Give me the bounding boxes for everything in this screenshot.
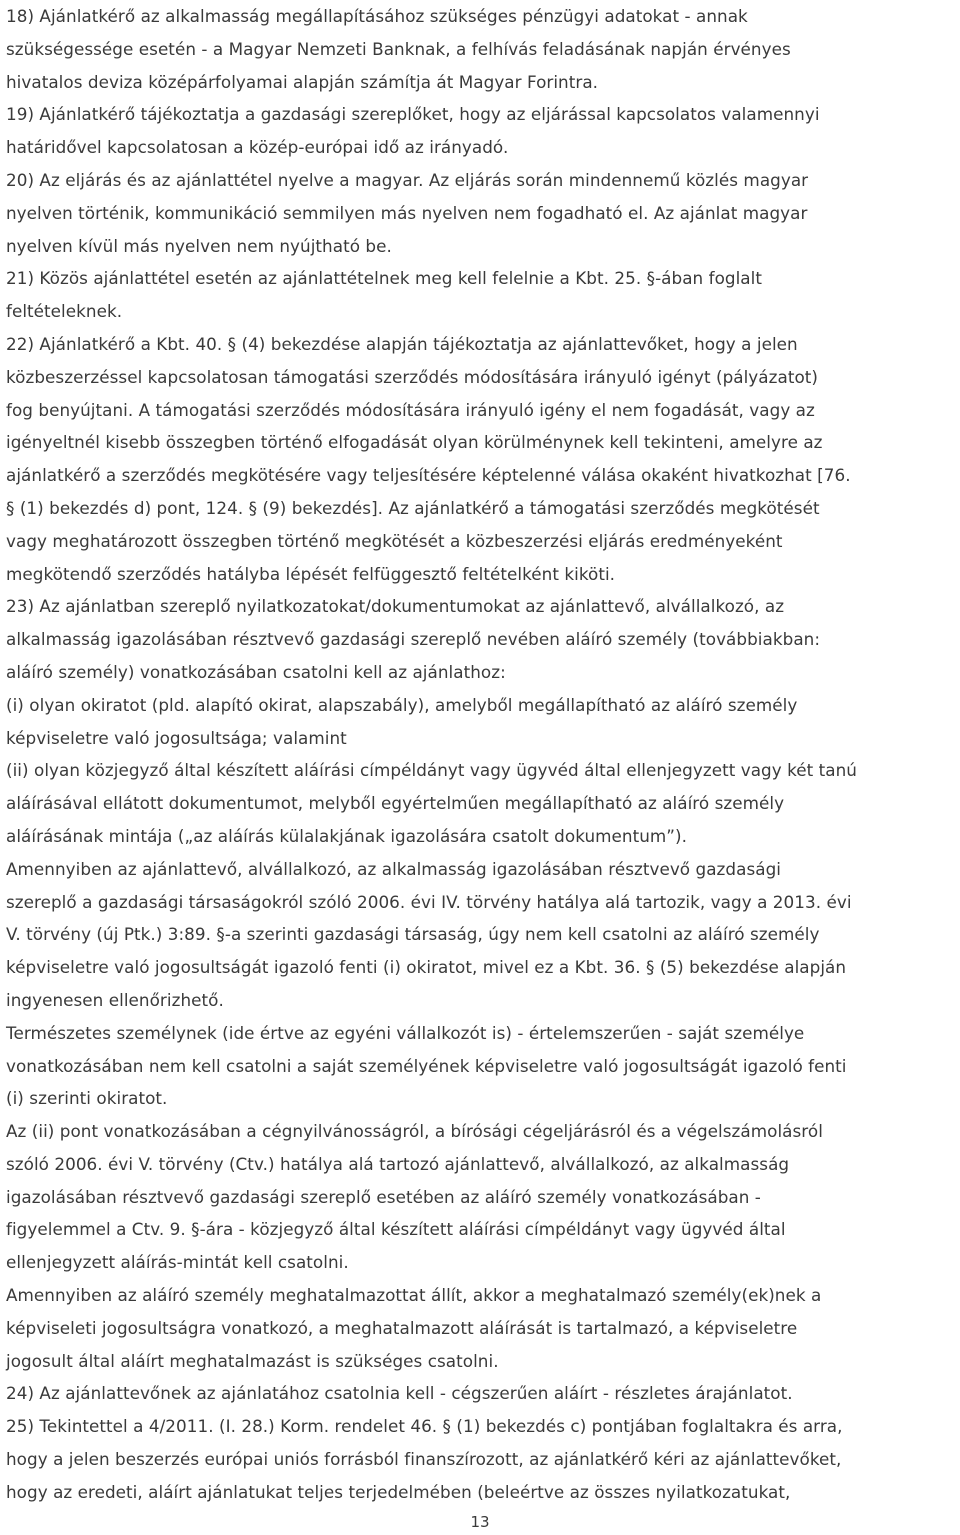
text-line: határidővel kapcsolatosan a közép-európai idő az irányadó.: [6, 137, 509, 158]
text-line: hogy az eredeti, aláírt ajánlatukat teljes terjedelmében (beleértve az összes nyilatkozatukat,: [6, 1481, 791, 1502]
text-line: ajánlatkérő a szerződés megkötésére vagy teljesítésére képtelenné válása okaként hivatkozhat [76.: [6, 465, 851, 486]
text-line: ingyenesen ellenőrizhető.: [6, 989, 224, 1010]
text-line: 21) Közös ajánlattétel esetén az ajánlattételnek meg kell felelnie a Kbt. 25. §-ában foglalt: [6, 268, 762, 289]
text-line: vonatkozásában nem kell csatolni a saját személyének képviseletre való jogosultságát igazoló fenti: [6, 1055, 847, 1076]
text-line: 25) Tekintettel a 4/2011. (I. 28.) Korm. rendelet 46. § (1) bekezdés c) pontjában foglaltakra és arra,: [6, 1416, 843, 1437]
text-line: Amennyiben az aláíró személy meghatalmazottat állít, akkor a meghatalmazó személy(ek)nek a: [6, 1285, 822, 1306]
text-line: ellenjegyzett aláírás-mintát kell csatolni.: [6, 1252, 349, 1273]
text-line: feltételeknek.: [6, 301, 123, 322]
text-line: hogy a jelen beszerzés európai uniós forrásból finanszírozott, az ajánlatkérő kéri az ajánlattevőket,: [6, 1449, 842, 1470]
document-body: [6, 0, 954, 1509]
text-line: Természetes személynek (ide értve az egyéni vállalkozót is) - értelemszerűen - saját személye: [6, 1022, 805, 1043]
text-line: (i) szerinti okiratot.: [6, 1088, 168, 1109]
text-line: 24) Az ajánlattevőnek az ajánlatához csatolnia kell - cégszerűen aláírt - részletes árajánlatot.: [6, 1383, 793, 1404]
text-line: 18) Ajánlatkérő az alkalmasság megállapításához szükséges pénzügyi adatokat - annak: [6, 6, 748, 26]
text-line: (i) olyan okiratot (pld. alapító okirat, alapszabály), amelyből megállapítható az aláíró személy: [6, 694, 798, 715]
text-line: képviseletre való jogosultságát igazoló fenti (i) okiratot, mivel ez a Kbt. 36. § (5) bekezdése alapján: [6, 957, 847, 978]
text-line: jogosult által aláírt meghatalmazást is szükséges csatolni.: [6, 1350, 499, 1371]
text-line: 23) Az ajánlatban szereplő nyilatkozatokat/dokumentumokat az ajánlattevő, alvállalkozó, az: [6, 596, 785, 617]
text-line: § (1) bekezdés d) pont, 124. § (9) bekezdés]. Az ajánlatkérő a támogatási szerződés megkötését: [6, 497, 820, 518]
text-line: 22) Ajánlatkérő a Kbt. 40. § (4) bekezdése alapján tájékoztatja az ajánlattevőket, hogy a jelen: [6, 333, 798, 354]
text-line: nyelven kívül más nyelven nem nyújtható be.: [6, 235, 392, 256]
text-line: (ii) olyan közjegyző által készített aláírási címpéldányt vagy ügyvéd által ellenjegyzett vagy két tanú: [6, 760, 857, 781]
text-line: vagy meghatározott összegben történő megkötését a közbeszerzési eljárás eredményeként: [6, 530, 783, 551]
text-line: közbeszerzéssel kapcsolatosan támogatási szerződés módosítására irányuló igényt (pályázatot): [6, 366, 818, 387]
text-line: fog benyújtani. A támogatási szerződés módosítására irányuló igény el nem fogadását, vagy az: [6, 399, 815, 420]
text-line: megkötendő szerződés hatályba lépését felfüggesztő feltételként kiköti.: [6, 563, 616, 584]
page-number: 13: [470, 1513, 490, 1531]
text-line: V. törvény (új Ptk.) 3:89. §-a szerinti gazdasági társaság, úgy nem kell csatolni az aláíró személy: [6, 924, 820, 945]
text-line: igényeltnél kisebb összegben történő elfogadását olyan körülménynek kell tekinteni, amelyre az: [6, 432, 823, 453]
text-line: aláírásának mintája („az aláírás külalakjának igazolására csatolt dokumentum”).: [6, 825, 688, 846]
text-line: képviseletre való jogosultsága; valamint: [6, 727, 347, 748]
text-line: hivatalos deviza középárfolyamai alapján számítja át Magyar Forintra.: [6, 71, 599, 92]
text-line: képviseleti jogosultságra vonatkozó, a meghatalmazott aláírását is tartalmazó, a képviseletre: [6, 1317, 798, 1338]
text-line: nyelven történik, kommunikáció semmilyen más nyelven nem fogadható el. Az ajánlat magyar: [6, 202, 808, 223]
text-line: Az (ii) pont vonatkozásában a cégnyilvánosságról, a bírósági cégeljárásról és a végelszámolásról: [6, 1121, 823, 1142]
text-line: szükségessége esetén - a Magyar Nemzeti Banknak, a felhívás feladásának napján érvényes: [6, 38, 791, 59]
text-line: aláírásával ellátott dokumentumot, melyből egyértelműen megállapítható az aláíró személy: [6, 793, 785, 814]
text-line: igazolásában résztvevő gazdasági szereplő esetében az aláíró személy vonatkozásában -: [6, 1186, 761, 1207]
text-line: szóló 2006. évi V. törvény (Ctv.) hatálya alá tartozó ajánlattevő, alvállalkozó, az alkalmasság: [6, 1153, 790, 1174]
text-line: aláíró személy) vonatkozásában csatolni kell az ajánlathoz:: [6, 661, 506, 682]
text-line: figyelemmel a Ctv. 9. §-ára - közjegyző által készített aláírási címpéldányt vagy ügyvéd által: [6, 1219, 786, 1240]
text-line: Amennyiben az ajánlattevő, alvállalkozó, az alkalmasság igazolásában résztvevő gazdasági: [6, 858, 781, 879]
text-line: 19) Ajánlatkérő tájékoztatja a gazdasági szereplőket, hogy az eljárással kapcsolatos valamennyi: [6, 104, 820, 125]
text-line: alkalmasság igazolásában résztvevő gazdasági szereplő nevében aláíró személy (továbbiakban:: [6, 629, 821, 650]
text-line: 20) Az eljárás és az ajánlattétel nyelve a magyar. Az eljárás során mindennemű közlés magyar: [6, 169, 809, 190]
text-line: szereplő a gazdasági társaságokról szóló 2006. évi IV. törvény hatálya alá tartozik, vagy a 2013. évi: [6, 891, 852, 912]
